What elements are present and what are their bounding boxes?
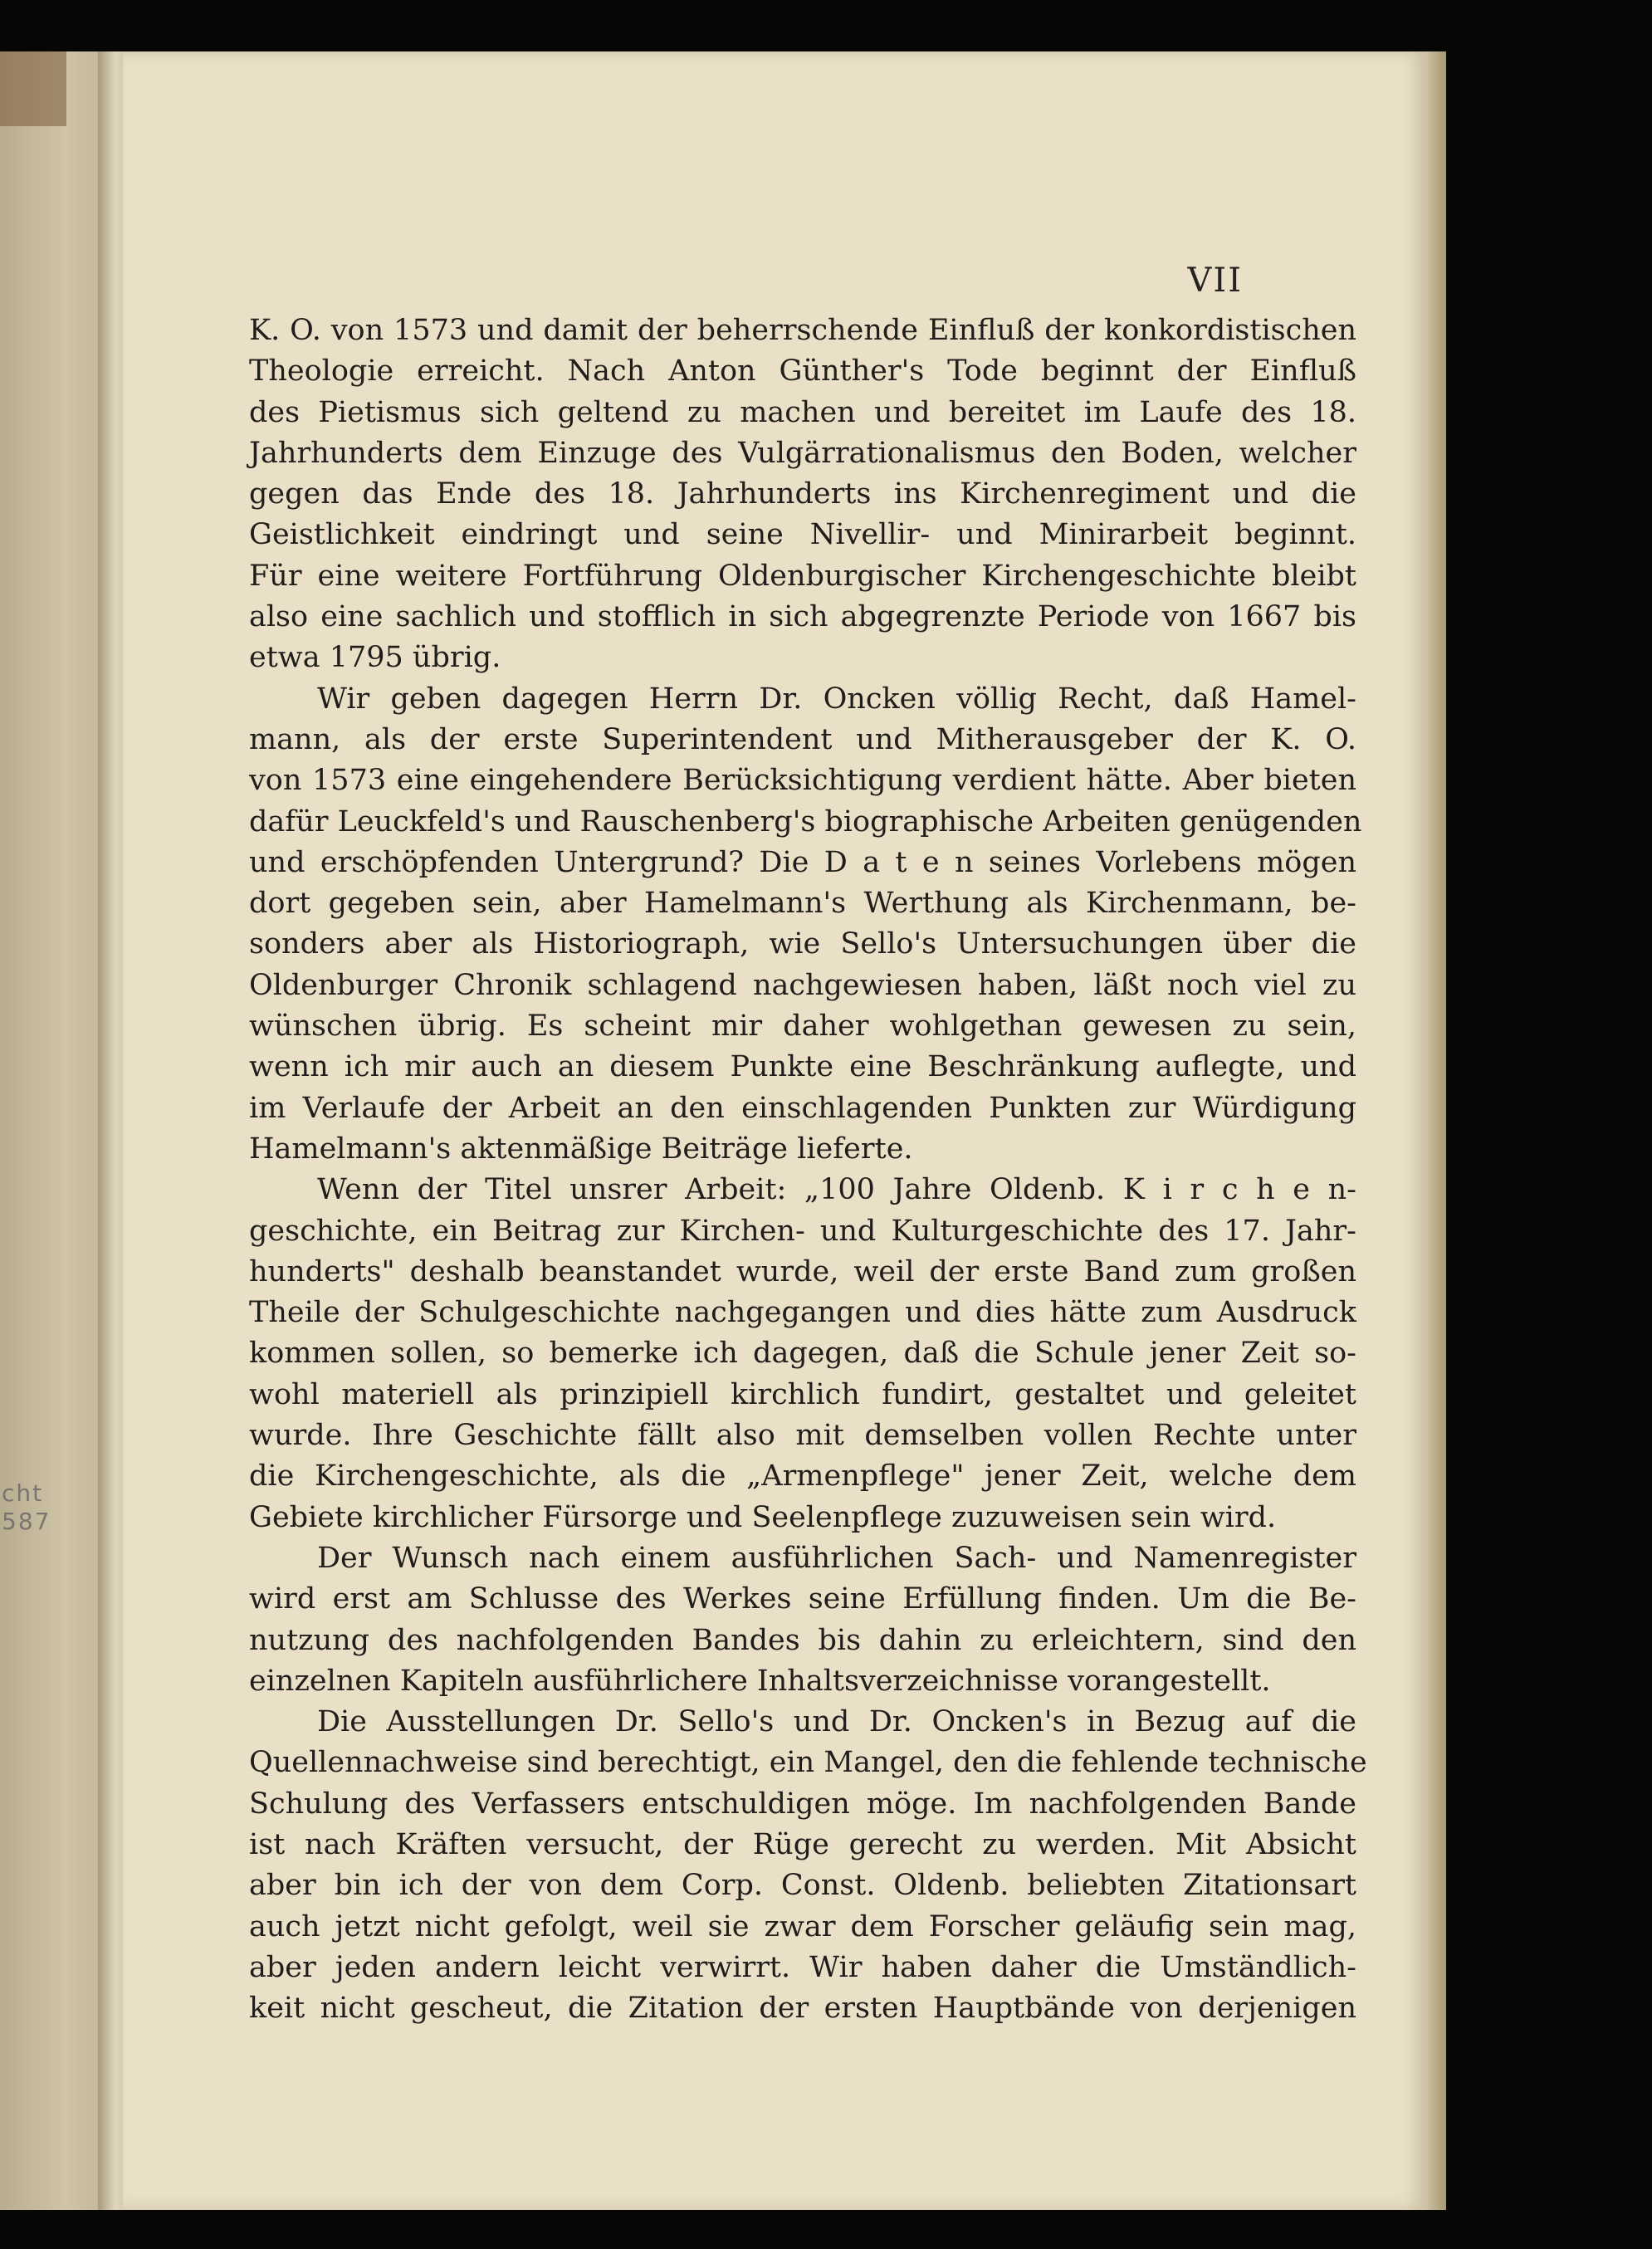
text-line: keit nicht gescheut, die Zitation der ersten Hauptbände von derjenigen [249, 1992, 1356, 2026]
text-line: gegen das Ende des 18. Jahrhunderts ins Kirchenregiment und die [249, 477, 1356, 511]
text-line: im Verlaufe der Arbeit an den einschlagenden Punkten zur Würdigung [249, 1091, 1356, 1125]
text-line: kommen sollen, so bemerke ich dagegen, daß die Schule jener Zeit so- [249, 1337, 1356, 1371]
text-line: aber bin ich der von dem Corp. Const. Oldenb. beliebten Zitationsart [249, 1869, 1356, 1903]
text-line: Quellennachweise sind berechtigt, ein Mangel, den die fehlende technische [249, 1746, 1367, 1780]
text-line: wohl materiell als prinzipiell kirchlich fundirt, gestaltet und geleitet [249, 1377, 1356, 1411]
text-line: ist nach Kräften versucht, der Rüge gerecht zu werden. Mit Absicht [249, 1827, 1356, 1861]
text-line: Geistlichkeit eindringt und seine Nivellir- und Minirarbeit beginnt. [249, 518, 1356, 552]
text-line: Theile der Schulgeschichte nachgegangen und dies hätte zum Ausdruck [249, 1296, 1356, 1330]
text-line: von 1573 eine eingehendere Berücksichtigung verdient hätte. Aber bieten [249, 764, 1356, 798]
text-line: nutzung des nachfolgenden Bandes bis dahin zu erleichtern, sind den [249, 1623, 1356, 1657]
text-line: Für eine weitere Fortführung Oldenburgischer Kirchengeschichte bleibt [249, 559, 1356, 593]
text-line: sonders aber als Historiograph, wie Sello's Untersuchungen über die [249, 927, 1356, 961]
page-fore-edge [1428, 51, 1446, 2210]
text-line: aber jeden andern leicht verwirrt. Wir haben daher die Umständlich- [249, 1950, 1356, 1984]
text-line: mann, als der erste Superintendent und Mitherausgeber der K. O. [249, 722, 1356, 756]
text-line: Schulung des Verfassers entschuldigen möge. Im nachfolgenden Bande [249, 1787, 1356, 1821]
text-line: Wenn der Titel unsrer Arbeit: „100 Jahre Oldenb. K i r c h e n- [317, 1173, 1356, 1207]
text-line: Oldenburger Chronik schlagend nachgewiesen haben, läßt noch viel zu [249, 968, 1356, 1002]
text-line: wird erst am Schlusse des Werkes seine Erfüllung finden. Um die Be- [249, 1582, 1356, 1616]
handwritten-margin-note: cht 587 [2, 1479, 51, 1535]
text-line: Theologie erreicht. Nach Anton Günther's Tode beginnt der Einfluß [249, 354, 1356, 389]
book-page [123, 51, 1428, 2210]
text-line: wünschen übrig. Es scheint mir daher wohlgethan gewesen zu sein, [249, 1010, 1356, 1044]
text-line: wenn ich mir auch an diesem Punkte eine Beschränkung auflegte, und [249, 1050, 1356, 1084]
text-line: die Kirchengeschichte, als die „Armenpflege" jener Zeit, welche dem [249, 1459, 1356, 1494]
text-line: und erschöpfenden Untergrund? Die D a t e n seines Vorlebens mögen [249, 845, 1356, 879]
text-line: Der Wunsch nach einem ausführlichen Sach- und Namenregister [317, 1541, 1356, 1575]
text-line: Hamelmann's aktenmäßige Beiträge lieferte. [249, 1132, 913, 1166]
text-line: Wir geben dagegen Herrn Dr. Oncken völlig Recht, daß Hamel- [317, 682, 1356, 716]
text-line: einzelnen Kapiteln ausführlichere Inhaltsverzeichnisse vorangestellt. [249, 1664, 1271, 1698]
text-line: Jahrhunderts dem Einzuge des Vulgärrationalismus den Boden, welcher [249, 436, 1356, 470]
text-line: Gebiete kirchlicher Fürsorge und Seelenpflege zuzuweisen sein wird. [249, 1500, 1277, 1534]
text-line: dort gegeben sein, aber Hamelmann's Werthung als Kirchenmann, be- [249, 887, 1356, 921]
text-line: also eine sachlich und stofflich in sich abgegrenzte Periode von 1667 bis [249, 600, 1356, 634]
page-body-text [249, 310, 1367, 2029]
text-line: auch jetzt nicht gefolgt, weil sie zwar dem Forscher geläufig sein mag, [249, 1909, 1356, 1943]
book-gutter [98, 51, 123, 2210]
book-cover-edge [0, 51, 66, 126]
text-line: hunderts" deshalb beanstandet wurde, weil der erste Band zum großen [249, 1254, 1356, 1288]
text-line: wurde. Ihre Geschichte fällt also mit demselben vollen Rechte unter [249, 1419, 1356, 1453]
text-line: des Pietismus sich geltend zu machen und bereitet im Laufe des 18. [249, 395, 1356, 429]
text-line: etwa 1795 übrig. [249, 641, 501, 675]
text-line: dafür Leuckfeld's und Rauschenberg's biographische Arbeiten genügenden [249, 804, 1362, 838]
left-facing-page [0, 51, 110, 2210]
text-line: K. O. von 1573 und damit der beherrschende Einfluß der konkordistischen [249, 314, 1356, 347]
text-line: Die Ausstellungen Dr. Sello's und Dr. Oncken's in Bezug auf die [317, 1705, 1356, 1739]
text-line: geschichte, ein Beitrag zur Kirchen- und Kulturgeschichte des 17. Jahr- [249, 1214, 1356, 1248]
page-number: VII [1187, 262, 1243, 300]
